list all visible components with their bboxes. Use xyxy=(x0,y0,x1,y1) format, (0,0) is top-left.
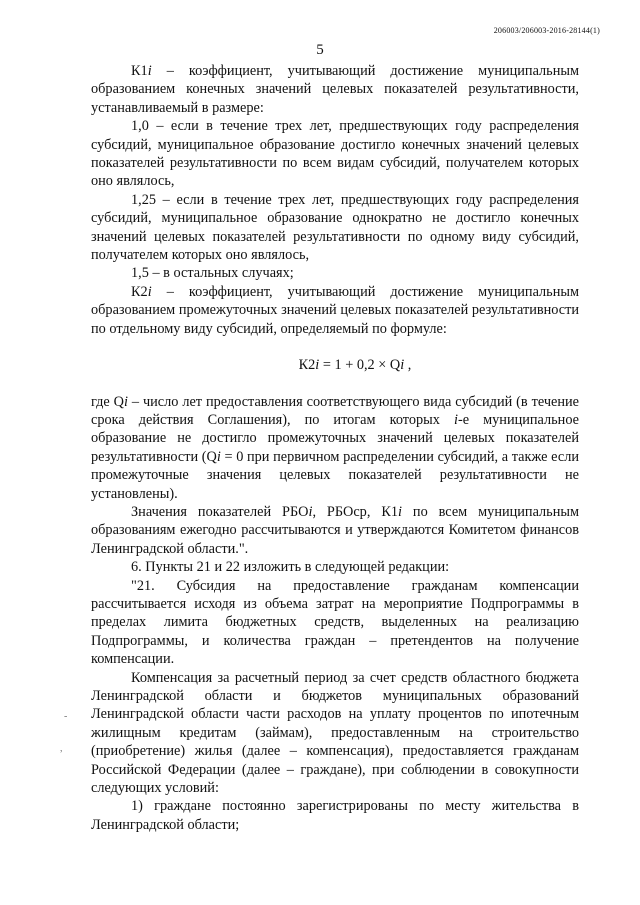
k2-subscript: i xyxy=(147,283,152,300)
page-number: 5 xyxy=(316,42,324,58)
item-6-heading: 6. Пункты 21 и 22 изложить в следующей редакции: xyxy=(131,559,450,576)
k1-definition: К1i – коэффициент, учитывающий достижение муниципальным образованием конечных значений целевых показателей результативности, устанавливаемый в размере: xyxy=(91,63,580,116)
k1-case-3: 1,5 – в остальных случаях; xyxy=(131,265,294,282)
k1-subscript: i xyxy=(147,63,152,79)
margin-mark: - xyxy=(64,711,68,722)
where-clause: где Qi – число лет предоставления соответствующего вида субсидий (в течение срока действия Соглашения), по итогам которых i-е муниципальное образование не достигло промежуточных значений целевых показателей результативности (Qi = 0 при первичном распределении субсидий, а также если промежуточные значения целевых показателей результативности не установлены). xyxy=(91,393,580,502)
k1-symbol: К1 xyxy=(131,63,148,79)
k1-case-2: 1,25 – если в течение трех лет, предшествующих году распределения субсидий, муниципальное образование однократно не достигло конечных значений целевых показателей результативности по одному виду субсидий, получателем которых оно являлось, xyxy=(91,191,579,264)
indicator-values: Значения показателей РБОi, РБОср, К1i по всем муниципальным образованиям ежегодно рассчитываются и утверждаются Комитетом финансов Ленинградской области.". xyxy=(91,503,580,557)
condition-1: 1) граждане постоянно зарегистрированы по месту жительства в Ленинградской области; xyxy=(91,798,579,833)
margin-mark: , xyxy=(60,743,63,754)
k2-definition: К2i – коэффициент, учитывающий достижение муниципальным образованием промежуточных значений целевых показателей результативности по отдельному виду субсидий, определяемый по формуле: xyxy=(91,283,580,337)
k2-formula: К2i = 1 + 0,2 × Qi , xyxy=(298,357,412,374)
compensation-paragraph: Компенсация за расчетный период за счет средств областного бюджета Ленинградской области и бюджетов муниципальных образований Ленинградской области части расходов на уплату процентов по ипотечным жилищным кредитам (займам), предоставленным на строительство (приобретение) жилья (далее – компенсация), предоставляется гражданам Российской Федерации (далее – граждане), при соблюдении в совокупности следующих условий: xyxy=(91,669,579,797)
paragraph-21: "21. Субсидия на предоставление гражданам компенсации рассчитывается исходя из объема затрат на мероприятие Подпрограммы в пределах лимита бюджетных средств, выделенных на реализацию Подпрограммы, и количества граждан – претендентов на получение компенсации. xyxy=(91,577,579,668)
document-id: 206003/206003-2016-28144(1) xyxy=(493,26,600,35)
k1-case-1: 1,0 – если в течение трех лет, предшествующих году распределения субсидий, муниципальное образование достигло конечных значений целевых показателей результативности по всем видам субсидий, получателем которых оно являлось, xyxy=(91,118,579,190)
document-body xyxy=(91,62,579,834)
k2-symbol: К2 xyxy=(131,283,148,300)
